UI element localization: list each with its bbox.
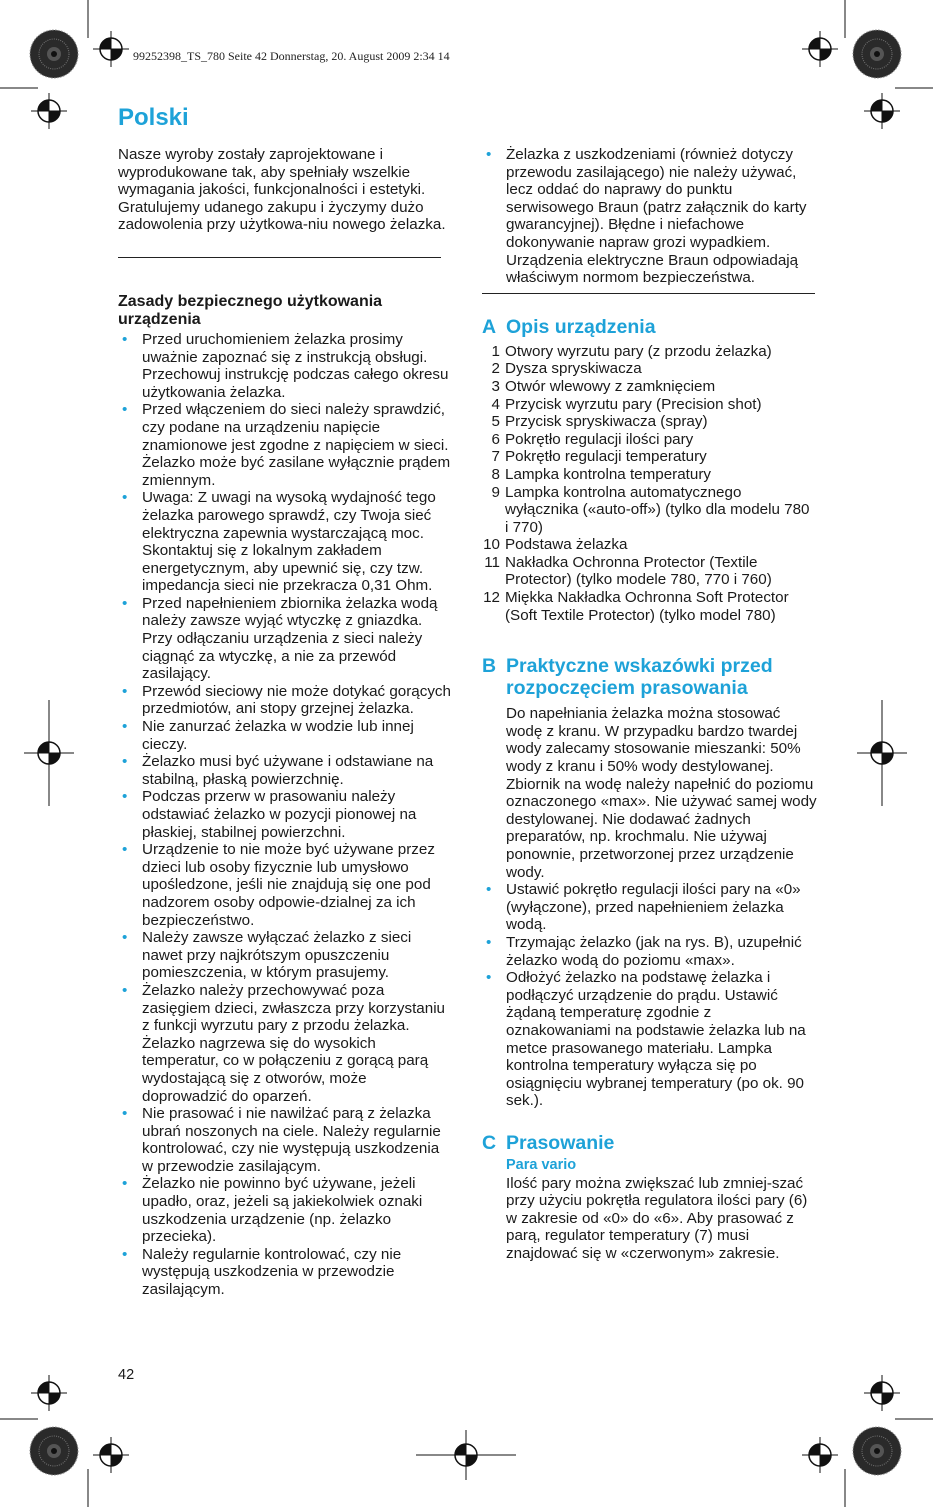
- section-letter: B: [482, 655, 497, 678]
- star-target-icon: [30, 30, 78, 78]
- list-item: • Przed uruchomieniem żelazka prosimy uważnie zapoznać się z instrukcją obsługi. Przechowuj instrukcję podczas całego okresu użytkowania żelazka.: [118, 331, 453, 401]
- list-item: [482, 536, 817, 554]
- section-letter: C: [482, 1131, 497, 1154]
- print-header: 99252398_TS_780 Seite 42 Donnerstag, 20. August 2009 2:34 14: [133, 49, 450, 63]
- list-item: • Należy zawsze wyłączać żelazko z sieci nawet przy najkrótszym opuszczeniu pomieszczenia, w którym prasujemy.: [118, 929, 453, 982]
- item-number: 9: [491, 483, 500, 501]
- list-item: • Przed napełnieniem zbiornika żelazka wodą należy zawsze wyjąć wtyczkę z gniazdka. Przy odłączaniu urządzenia z sieci należy ciągnąć za wtyczkę, a nie za przewód zasilający.: [118, 595, 453, 683]
- list-item: [482, 378, 817, 396]
- list-item: [482, 589, 817, 624]
- item-number: 4: [491, 395, 500, 413]
- list-item: [482, 396, 817, 414]
- para-vario-heading: Para vario: [506, 1156, 577, 1173]
- section-title: Opis urządzenia: [506, 315, 656, 338]
- list-item: • Podczas przerw w prasowaniu należy odstawiać żelazko w pozycji pionowej na płaskiej, stabilnej powierzchni.: [118, 788, 453, 841]
- safety-list-continued: [482, 146, 817, 287]
- registration-mark-icon: [93, 1437, 129, 1473]
- list-item: • Nie prasować i nie nawilżać parą z żelazka ubrań noszonych na ciele. Należy regularnie kontrolować, czy nie występują uszkodzenia w przewodzie zasilającym.: [118, 1105, 453, 1175]
- section-c-heading: [482, 1132, 817, 1154]
- page-title: Polski: [118, 104, 189, 131]
- item-number: 7: [491, 448, 500, 466]
- list-item: [482, 554, 817, 589]
- registration-mark-icon: [864, 93, 900, 129]
- section-c-text: Ilość pary można zwiększać lub zmniej-szać przy użyciu pokrętła regulatora ilości pary (6) w zakresie od «0» do «6». Aby prasować z parą, regulator temperatury (7) musi znajdować się w «czerwonym» zakresie.: [506, 1174, 808, 1262]
- list-item: • Ustawić pokrętło regulacji ilości pary na «0» (wyłączone), przed napełnieniem żelazka wodą.: [482, 881, 817, 934]
- registration-mark-icon: [802, 31, 838, 67]
- list-item: [482, 413, 817, 431]
- list-item: [482, 343, 817, 361]
- item-number: 10: [483, 536, 500, 554]
- item-text: Pokrętło regulacji ilości pary: [505, 430, 694, 448]
- divider: [482, 293, 815, 294]
- star-target-icon: [853, 1427, 901, 1475]
- item-text: Lampka kontrolna automatycznego wyłącznika («auto-off») (tylko dla modelu 780 i 770): [505, 483, 810, 536]
- item-number: 12: [483, 589, 500, 607]
- parts-list: [482, 343, 817, 625]
- list-item: [482, 448, 817, 466]
- list-item: • Żelazko należy przechowywać poza zasięgiem dzieci, zwłaszcza przy korzystaniu z funkcji wyrzutu pary z przodu żelazka. Żelazko nagrzewa się do wysokich temperatur, co w połączeniu z gorącą parą wydostającą się z otworów, może doprowadzić do oparzeń.: [118, 982, 453, 1105]
- list-item: [482, 360, 817, 378]
- star-target-icon: [853, 30, 901, 78]
- item-number: 5: [491, 413, 500, 431]
- registration-mark-icon: [31, 93, 67, 129]
- registration-mark-icon: [93, 31, 129, 67]
- item-text: Przycisk spryskiwacza (spray): [505, 413, 708, 431]
- list-item: • Przed włączeniem do sieci należy sprawdzić, czy podane na urządzeniu napięcie znamionowe jest zgodne z napięciem w sieci. Żelazko może być zasilane wyłącznie prądem zmiennym.: [118, 401, 453, 489]
- list-item: [482, 484, 817, 537]
- item-text: Przycisk wyrzutu pary (Precision shot): [505, 395, 762, 413]
- list-item: • Żelazko nie powinno być używane, jeżeli upadło, oraz, jeżeli są jakiekolwiek oznaki uszkodzenia urządzenie (np. żelazko przecieka).: [118, 1175, 453, 1245]
- section-b-intro: Do napełniania żelazka można stosować wodę z kranu. W przypadku bardzo twardej wody zalecamy stosowanie mieszanki: 50% wody z kranu i 50% wody destylowanej. Zbiornik na wodę należy napełnić do poziomu oznaczonego «max». Nie używać samej wody destylowanej. Nie dodawać żadnych preparatów, np. krochmalu. Nie używaj ponownie, przetworzonej przez urządzenie wody.: [506, 705, 817, 881]
- list-item: • Urządzenie to nie może być używane przez dzieci lub osoby fizycznie lub umysłowo upośledzone, jeśli nie znajdują się one pod nadzorem osoby odpowie-dzialnej za ich bezpieczeństwo.: [118, 841, 453, 929]
- right-column: [482, 146, 817, 1262]
- item-text: Pokrętło regulacji temperatury: [505, 448, 707, 466]
- registration-mark-icon: [31, 1375, 67, 1411]
- safety-list: [118, 331, 453, 1299]
- section-a-heading: [482, 316, 817, 338]
- registration-mark-icon: [802, 1437, 838, 1473]
- item-text: Otwory wyrzutu pary (z przodu żelazka): [505, 342, 772, 360]
- section-b-heading: [482, 655, 817, 699]
- divider: [118, 257, 441, 258]
- item-text: Podstawa żelazka: [505, 536, 628, 554]
- list-item: • Żelazka z uszkodzeniami (również dotyczy przewodu zasilającego) nie należy używać, lecz oddać do naprawy do punktu serwisowego Braun (patrz załącznik do karty gwarancyjnej). Błędne i niefachowe dokonywanie napraw grozi wypadkiem. Urządzenia elektryczne Braun odpowiadają właściwym normom bezpieczeństwa.: [482, 146, 817, 287]
- list-item: • Żelazko musi być używane i odstawiane na stabilną, płaską powierzchnię.: [118, 753, 453, 788]
- section-b-list: [482, 881, 817, 1110]
- left-column: [118, 146, 453, 1299]
- registration-mark-icon: [864, 1375, 900, 1411]
- star-target-icon: [30, 1427, 78, 1475]
- item-number: 11: [484, 553, 500, 571]
- item-number: 1: [491, 342, 500, 360]
- item-number: 8: [491, 465, 500, 483]
- item-number: 2: [491, 360, 500, 378]
- list-item: • Odłożyć żelazko na podstawę żelazka i podłączyć urządzenie do prądu. Ustawić żądaną temperaturę zgodnie z oznakowaniami na podstawie żelazka lub na metce prasowanego materiału. Lampka kontrolna temperatury wyłącza się po osiągnięciu wybranej temperatury (po ok. 90 sek.).: [482, 969, 817, 1110]
- item-text: Lampka kontrolna temperatury: [505, 465, 711, 483]
- safety-heading: Zasady bezpiecznego użytkowania urządzenia: [118, 292, 383, 329]
- section-title: Prasowanie: [506, 1131, 615, 1154]
- section-letter: A: [482, 315, 497, 338]
- item-number: 3: [491, 377, 500, 395]
- list-item: [482, 466, 817, 484]
- list-item: • Trzymając żelazko (jak na rys. B), uzupełnić żelazko wodą do poziomu «max».: [482, 934, 817, 969]
- list-item: [482, 431, 817, 449]
- section-title: Praktyczne wskazówki przed rozpoczęciem prasowania: [506, 655, 773, 700]
- intro-paragraph: Nasze wyroby zostały zaprojektowane i wyprodukowane tak, aby spełniały wszelkie wymagania jakości, funkcjonalności i estetyki. Gratulujemy udanego zakupu i życzymy dużo zadowolenia przy użytkowa-niu nowego żelazka.: [118, 146, 446, 234]
- list-item: • Należy regularnie kontrolować, czy nie występują uszkodzenia w przewodzie zasilającym.: [118, 1246, 453, 1299]
- list-item: • Uwaga: Z uwagi na wysoką wydajność tego żelazka parowego sprawdź, czy Twoja sieć elektryczna zapewnia wystarczającą moc. Skontaktuj się z lokalnym zakładem energetycznym, aby upewnić się, czy tzw. impedancja sieci nie przekracza 0,31 Ohm.: [118, 489, 453, 595]
- list-item: • Przewód sieciowy nie może dotykać gorących przedmiotów, ani stopy grzejnej żelazka.: [118, 683, 453, 718]
- item-number: 6: [491, 430, 500, 448]
- item-text: Nakładka Ochronna Protector (Textile Protector) (tylko modele 780, 770 i 760): [505, 553, 772, 589]
- page-number: 42: [118, 1367, 135, 1383]
- list-item: • Nie zanurzać żelazka w wodzie lub innej cieczy.: [118, 718, 453, 753]
- item-text: Miękka Nakładka Ochronna Soft Protector (Soft Textile Protector) (tylko model 780): [505, 589, 789, 624]
- item-text: Otwór wlewowy z zamknięciem: [505, 377, 716, 395]
- item-text: Dysza spryskiwacza: [505, 360, 642, 378]
